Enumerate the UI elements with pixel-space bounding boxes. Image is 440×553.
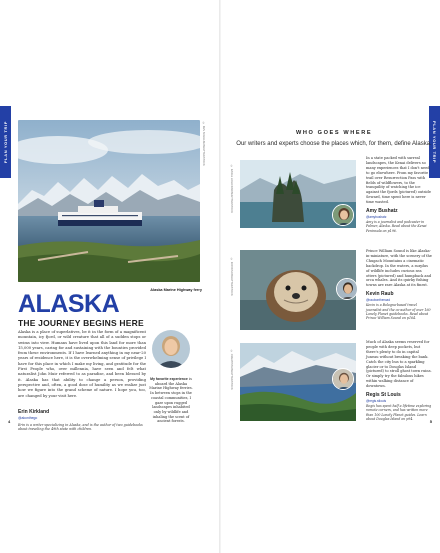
- page-number-left: 4: [8, 419, 11, 424]
- right-page: [220, 0, 440, 553]
- expert-handle[interactable]: @raubontheroad: [366, 297, 390, 302]
- hero-photo-ferry: [18, 120, 200, 282]
- expert-text: Prince William Sound is like Alaska-in-miniature, with the scenery of the Chugach Mountains a cinematic backdrop. In the waters, a surplus of wildlife includes curious sea otters (pictured) and humpback and orca whales. And its quirky fishing towns are rare Alaska at its finest.: [366, 249, 432, 288]
- expert-block-kevin: [366, 249, 432, 320]
- expert-bio: Regis has spent half a lifetime exploring remote corners, and has written more than 100 Lonely Planet guides. Learn about Douglas Island on p94.: [366, 404, 432, 421]
- section-intro: Our writers and experts choose the places which, for them, define Alaska.: [236, 141, 432, 147]
- expert-handle[interactable]: @amybushatz: [366, 214, 387, 219]
- amy-avatar: [332, 204, 354, 226]
- expert-text: Much of Alaska seems reserved for people with deep pockets, but there's plenty to do in capital Juneau without breaking the bank. Catch the city bus to a sparkling glacier or to Douglas Island (pictured) to stroll ghost town ruins. Or simply try the fabulous hikes within walking distance of downtown.: [366, 340, 432, 389]
- expert-block-amy: [366, 156, 432, 233]
- author-quote: [148, 377, 194, 424]
- hero-photo-credit: © KEN SCHULZE/SHUTTERSTOCK: [202, 122, 205, 166]
- expert-name: Kevin Raub: [366, 291, 394, 298]
- plan-your-trip-tab-left: [0, 106, 11, 178]
- expert-text: In a state packed with surreal landscapes, the Kenai delivers so many experiences that I don't need to go elsewhere. From my favorite trail over Resurrection Pass with fields of wildflowers, to the tranquility of watching the ice against the fjords (pictured) outside Seward, time spent here is never time wasted.: [366, 156, 431, 205]
- expert-bio: Amy is a journalist and podcaster in Palmer, Alaska. Read about the Kenai Peninsula on p196.: [366, 220, 427, 233]
- page-number-right: 5: [429, 419, 432, 424]
- quote-text: is aboard the Alaska Marine Highway ferries. In between stops in the coastal communities, I gaze upon rugged landscapes inhabited only by wildlife and inhaling the scent of ancient forests.: [149, 377, 193, 424]
- section-heading: WHO GOES WHERE: [296, 130, 373, 136]
- author-avatar: [152, 330, 190, 368]
- hero-caption: Alaska Marine Highway ferry: [150, 288, 202, 292]
- photo1-credit: © RASAL LOGICPAD/SHUTTERSTOCK: [230, 165, 233, 213]
- kevin-avatar: [336, 278, 358, 300]
- expert-name: Regis St Louis: [366, 392, 401, 399]
- expert-handle[interactable]: @regis.stlouis: [366, 398, 387, 403]
- expert-block-regis: [366, 340, 432, 421]
- photo2-credit: © RONSINO/SHUTTERSTOCK: [230, 258, 233, 296]
- tab-label: PLAN YOUR TRIP: [432, 120, 437, 164]
- quote-lead: My favorite experience: [150, 377, 188, 381]
- regis-avatar: [332, 368, 354, 390]
- expert-name: Amy Bushatz: [366, 208, 398, 215]
- tab-label: PLAN YOUR TRIP: [3, 120, 8, 164]
- author-name: Erin Kirkland: [18, 409, 50, 415]
- ferry-landscape-image: [18, 120, 200, 282]
- expert-bio: Kevin is a Bologna-based travel journalist and the co-author of over 160 Lonely Planet guidebooks. Read about Prince William Sound on p164.: [366, 303, 431, 321]
- page-subtitle: THE JOURNEY BEGINS HERE: [18, 318, 144, 328]
- author-portrait-image: [152, 330, 190, 368]
- intro-body-text: Alaska is a place of superlatives, be it in the form of a magnificent mountain, icy fjord, or wild creature that all of a sudden stops or swims into view. Humans have lived upon this land for more than 15,000 years, caring for and sustaining with the bounties provided from these environments. If I have learned anything in my near-20 years of residence here, it is the overwhelming sense of privilege I have for this place in which I make my living, and gratitude for the First People who, over millennia, have seen and felt what naturalist John Muir referred to as paradise, and been blessed by it. Alaska has that ability to change a person, providing perspective and, often, a good dose of humility as we realize just how we figure into the grand scheme of nature. I hope you, too, are changed by your visit here.: [18, 330, 146, 398]
- page-title: ALASKA: [18, 290, 120, 318]
- author-bio: Erin is a writer specializing in Alaska, and is the author of two guidebooks about traveling the 49th state with children.: [18, 423, 143, 432]
- author-handle[interactable]: @akonthego: [18, 416, 38, 420]
- photo3-credit: © CREATISTA/SHUTTERSTOCK: [230, 350, 233, 390]
